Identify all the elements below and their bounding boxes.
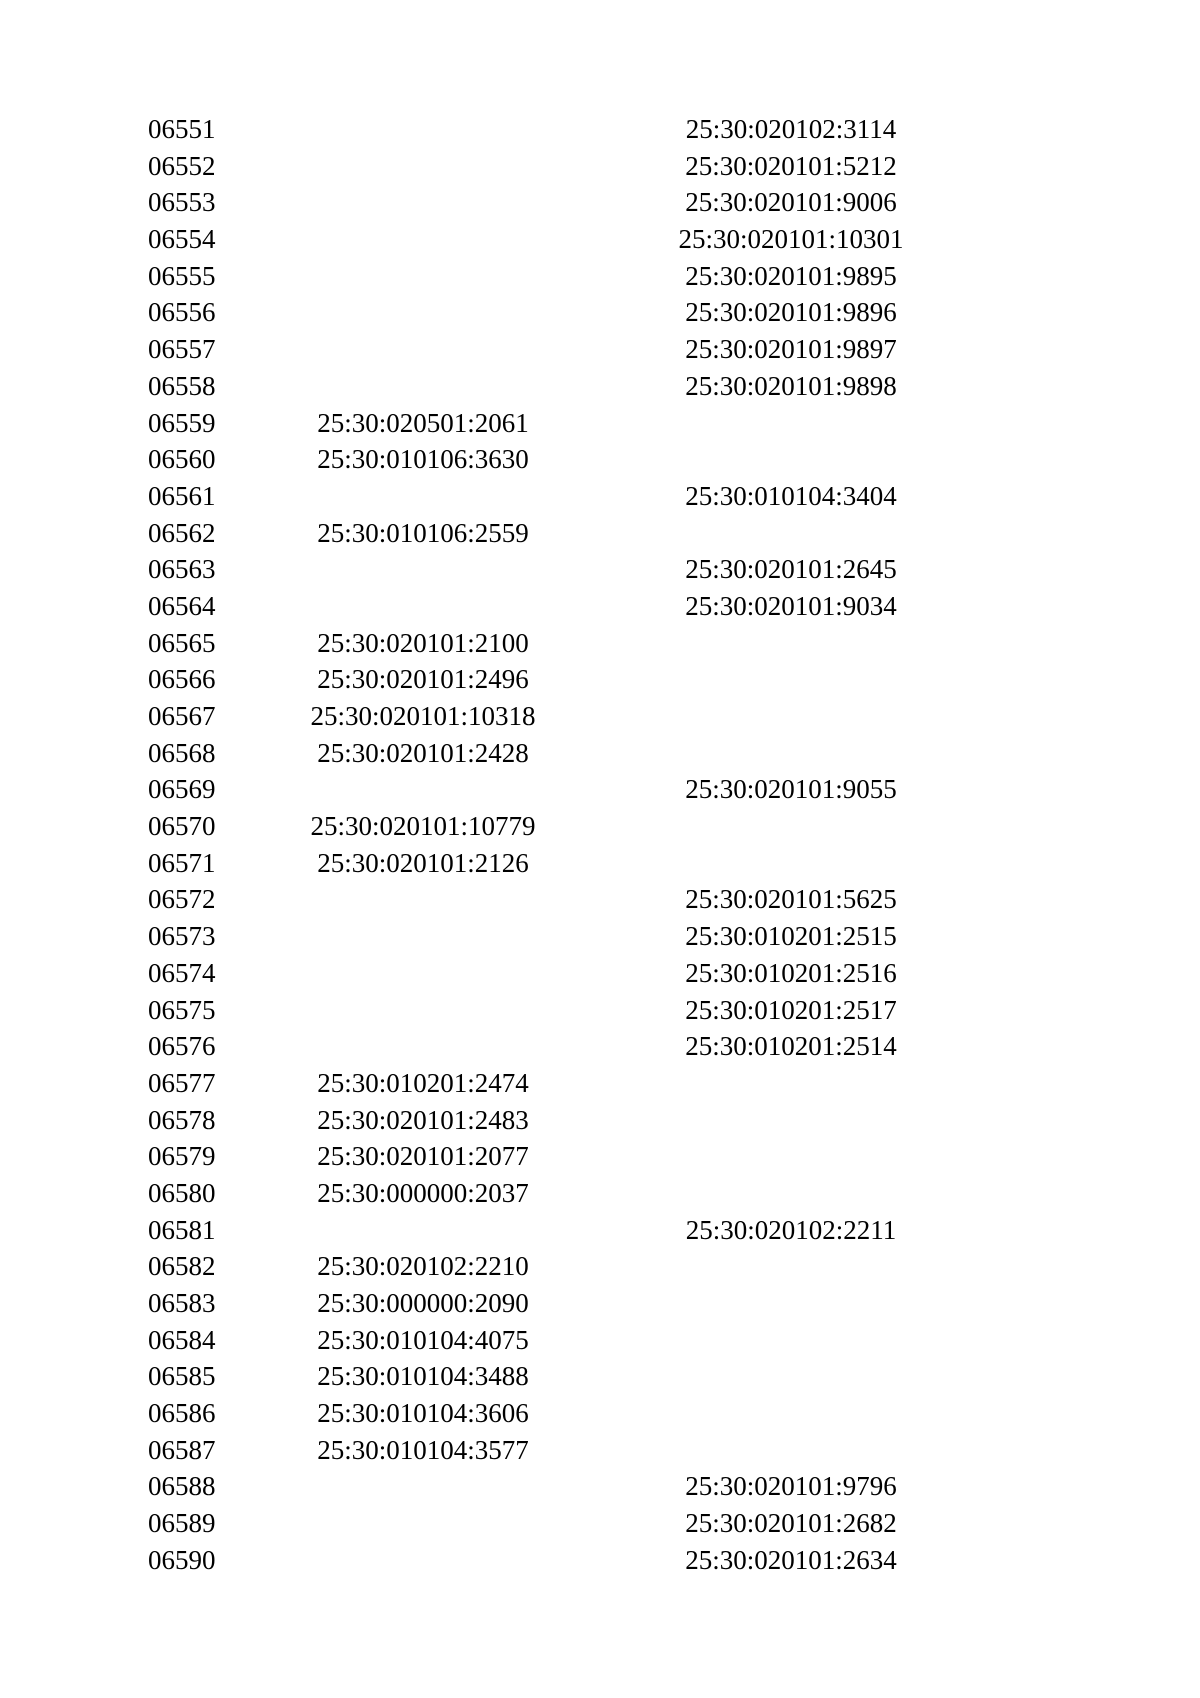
cadastral-number-first-column: 25:30:020101:2126 bbox=[317, 847, 529, 878]
column-spacer bbox=[538, 184, 676, 221]
cadastral-number-second-column bbox=[676, 1248, 906, 1285]
cadastral-number-second-column bbox=[676, 661, 906, 698]
table-row bbox=[148, 1322, 948, 1359]
cadastral-number-second-column bbox=[676, 1432, 906, 1469]
table-row bbox=[148, 1505, 948, 1542]
cadastral-number-second-column bbox=[676, 845, 906, 882]
table-row bbox=[148, 955, 948, 992]
table-row bbox=[148, 1175, 948, 1212]
cadastral-number-second-column bbox=[676, 515, 906, 552]
table-row bbox=[148, 405, 948, 442]
column-spacer bbox=[538, 1285, 676, 1322]
table-row bbox=[148, 551, 948, 588]
cadastral-number-second-column: 25:30:020101:5212 bbox=[685, 150, 897, 181]
row-number: 06560 bbox=[148, 444, 216, 475]
column-spacer bbox=[538, 661, 676, 698]
row-number: 06565 bbox=[148, 627, 216, 658]
column-spacer bbox=[538, 1102, 676, 1139]
row-number: 06557 bbox=[148, 334, 216, 365]
table-row bbox=[148, 368, 948, 405]
cadastral-number-first-column bbox=[308, 1505, 538, 1542]
column-spacer bbox=[538, 294, 676, 331]
row-number: 06576 bbox=[148, 1031, 216, 1062]
table-row bbox=[148, 1395, 948, 1432]
row-number: 06559 bbox=[148, 407, 216, 438]
column-spacer bbox=[538, 1138, 676, 1175]
cadastral-number-first-column bbox=[308, 184, 538, 221]
table-row bbox=[148, 221, 948, 258]
row-number: 06573 bbox=[148, 921, 216, 952]
column-spacer bbox=[538, 698, 676, 735]
cadastral-number-first-column bbox=[308, 588, 538, 625]
cadastral-number-first-column: 25:30:010104:3488 bbox=[317, 1361, 529, 1392]
cadastral-number-second-column: 25:30:010201:2515 bbox=[685, 921, 897, 952]
cadastral-number-first-column: 25:30:000000:2037 bbox=[317, 1177, 529, 1208]
row-number: 06568 bbox=[148, 737, 216, 768]
cadastral-number-first-column: 25:30:020101:10318 bbox=[310, 701, 536, 731]
row-number: 06558 bbox=[148, 370, 216, 401]
table-row bbox=[148, 1285, 948, 1322]
cadastral-number-first-column: 25:30:020101:2496 bbox=[317, 664, 529, 695]
cadastral-number-second-column: 25:30:020101:2645 bbox=[685, 554, 897, 585]
row-number: 06590 bbox=[148, 1544, 216, 1575]
column-spacer bbox=[538, 405, 676, 442]
column-spacer bbox=[538, 1542, 676, 1579]
cadastral-number-first-column bbox=[308, 331, 538, 368]
row-number: 06575 bbox=[148, 994, 216, 1025]
cadastral-number-first-column: 25:30:020102:2210 bbox=[317, 1251, 529, 1282]
row-number: 06588 bbox=[148, 1471, 216, 1502]
column-spacer bbox=[538, 1468, 676, 1505]
cadastral-number-first-column bbox=[308, 258, 538, 295]
table-row bbox=[148, 625, 948, 662]
cadastral-number-second-column bbox=[676, 1285, 906, 1322]
cadastral-number-first-column bbox=[308, 111, 538, 148]
cadastral-number-second-column: 25:30:020101:9896 bbox=[685, 297, 897, 328]
table-row bbox=[148, 258, 948, 295]
column-spacer bbox=[538, 221, 676, 258]
cadastral-number-first-column: 25:30:010104:4075 bbox=[317, 1324, 529, 1355]
table-row bbox=[148, 1065, 948, 1102]
table-row bbox=[148, 1248, 948, 1285]
row-number: 06586 bbox=[148, 1398, 216, 1429]
cadastral-number-second-column bbox=[676, 1065, 906, 1102]
table-row bbox=[148, 1138, 948, 1175]
cadastral-number-first-column bbox=[308, 478, 538, 515]
row-number: 06554 bbox=[148, 224, 216, 255]
cadastral-number-first-column bbox=[308, 918, 538, 955]
cadastral-number-table bbox=[148, 111, 948, 1579]
cadastral-number-second-column: 25:30:010201:2514 bbox=[685, 1031, 897, 1062]
column-spacer bbox=[538, 515, 676, 552]
table-row bbox=[148, 808, 948, 845]
column-spacer bbox=[538, 478, 676, 515]
cadastral-number-second-column: 25:30:020101:9055 bbox=[685, 774, 897, 805]
row-number: 06567 bbox=[148, 701, 216, 731]
cadastral-number-second-column: 25:30:010201:2517 bbox=[685, 994, 897, 1025]
column-spacer bbox=[538, 625, 676, 662]
cadastral-number-first-column bbox=[308, 221, 538, 258]
column-spacer bbox=[538, 1212, 676, 1249]
column-spacer bbox=[538, 918, 676, 955]
column-spacer bbox=[538, 258, 676, 295]
column-spacer bbox=[538, 1322, 676, 1359]
cadastral-number-first-column: 25:30:020101:2100 bbox=[317, 627, 529, 658]
cadastral-number-first-column bbox=[308, 551, 538, 588]
row-number: 06555 bbox=[148, 260, 216, 291]
row-number: 06578 bbox=[148, 1104, 216, 1135]
table-row bbox=[148, 1212, 948, 1249]
row-number: 06552 bbox=[148, 150, 216, 181]
row-number: 06564 bbox=[148, 590, 216, 621]
table-row bbox=[148, 1102, 948, 1139]
cadastral-number-second-column: 25:30:020101:10301 bbox=[678, 224, 904, 255]
table-row bbox=[148, 515, 948, 552]
column-spacer bbox=[538, 1028, 676, 1065]
cadastral-number-second-column bbox=[676, 735, 906, 772]
column-spacer bbox=[538, 1065, 676, 1102]
cadastral-number-second-column: 25:30:020101:9006 bbox=[685, 187, 897, 218]
cadastral-number-second-column bbox=[676, 1322, 906, 1359]
column-spacer bbox=[538, 441, 676, 478]
table-row bbox=[148, 478, 948, 515]
cadastral-number-first-column bbox=[308, 881, 538, 918]
table-row bbox=[148, 881, 948, 918]
row-number: 06553 bbox=[148, 187, 216, 218]
cadastral-number-second-column: 25:30:020102:3114 bbox=[685, 114, 897, 144]
table-row bbox=[148, 331, 948, 368]
column-spacer bbox=[538, 955, 676, 992]
table-row bbox=[148, 441, 948, 478]
cadastral-number-second-column: 25:30:020101:2634 bbox=[685, 1544, 897, 1575]
table-row bbox=[148, 1432, 948, 1469]
column-spacer bbox=[538, 1248, 676, 1285]
cadastral-number-second-column bbox=[676, 441, 906, 478]
cadastral-number-second-column: 25:30:020101:9796 bbox=[685, 1471, 897, 1502]
row-number: 06562 bbox=[148, 517, 216, 548]
row-number: 06585 bbox=[148, 1361, 216, 1392]
table-row bbox=[148, 735, 948, 772]
cadastral-number-second-column bbox=[676, 698, 906, 735]
row-number: 06551 bbox=[148, 114, 216, 144]
row-number: 06587 bbox=[148, 1434, 216, 1465]
table-row bbox=[148, 992, 948, 1029]
table-row bbox=[148, 1358, 948, 1395]
cadastral-number-first-column: 25:30:010104:3577 bbox=[317, 1434, 529, 1465]
row-number: 06574 bbox=[148, 957, 216, 988]
column-spacer bbox=[538, 808, 676, 845]
table-row bbox=[148, 918, 948, 955]
row-number: 06561 bbox=[148, 480, 216, 511]
column-spacer bbox=[538, 1358, 676, 1395]
table-row bbox=[148, 661, 948, 698]
row-number: 06579 bbox=[148, 1141, 216, 1172]
column-spacer bbox=[538, 588, 676, 625]
row-number: 06581 bbox=[148, 1214, 216, 1245]
cadastral-number-first-column: 25:30:000000:2090 bbox=[317, 1288, 529, 1318]
cadastral-number-second-column: 25:30:010104:3404 bbox=[685, 480, 897, 511]
cadastral-number-second-column bbox=[676, 405, 906, 442]
row-number: 06571 bbox=[148, 847, 216, 878]
cadastral-number-second-column: 25:30:020101:2682 bbox=[685, 1508, 897, 1539]
row-number: 06572 bbox=[148, 884, 216, 915]
cadastral-number-second-column bbox=[676, 1175, 906, 1212]
cadastral-number-second-column bbox=[676, 1102, 906, 1139]
cadastral-number-first-column bbox=[308, 294, 538, 331]
cadastral-number-first-column: 25:30:010201:2474 bbox=[317, 1067, 529, 1098]
table-row bbox=[148, 588, 948, 625]
row-number: 06580 bbox=[148, 1177, 216, 1208]
column-spacer bbox=[538, 1175, 676, 1212]
cadastral-number-first-column bbox=[308, 1028, 538, 1065]
table-row bbox=[148, 1028, 948, 1065]
cadastral-number-first-column bbox=[308, 771, 538, 808]
column-spacer bbox=[538, 881, 676, 918]
cadastral-number-second-column bbox=[676, 625, 906, 662]
row-number: 06577 bbox=[148, 1067, 216, 1098]
column-spacer bbox=[538, 551, 676, 588]
row-number: 06589 bbox=[148, 1508, 216, 1539]
cadastral-number-second-column bbox=[676, 1395, 906, 1432]
cadastral-number-second-column: 25:30:010201:2516 bbox=[685, 957, 897, 988]
row-number: 06556 bbox=[148, 297, 216, 328]
table-row bbox=[148, 1542, 948, 1579]
cadastral-number-second-column: 25:30:020101:5625 bbox=[685, 884, 897, 915]
column-spacer bbox=[538, 331, 676, 368]
cadastral-number-first-column bbox=[308, 992, 538, 1029]
column-spacer bbox=[538, 992, 676, 1029]
table-row bbox=[148, 148, 948, 185]
column-spacer bbox=[538, 368, 676, 405]
row-number: 06584 bbox=[148, 1324, 216, 1355]
table-row bbox=[148, 845, 948, 882]
cadastral-number-second-column: 25:30:020101:9898 bbox=[685, 370, 897, 401]
table-row bbox=[148, 294, 948, 331]
table-row bbox=[148, 698, 948, 735]
cadastral-number-first-column bbox=[308, 368, 538, 405]
row-number: 06563 bbox=[148, 554, 216, 585]
cadastral-number-first-column bbox=[308, 955, 538, 992]
table-row bbox=[148, 771, 948, 808]
cadastral-number-first-column: 25:30:020101:10779 bbox=[310, 811, 536, 842]
cadastral-number-second-column: 25:30:020102:2211 bbox=[685, 1214, 897, 1245]
cadastral-number-second-column: 25:30:020101:9034 bbox=[685, 590, 897, 621]
row-number: 06569 bbox=[148, 774, 216, 805]
row-number: 06566 bbox=[148, 664, 216, 695]
table-row bbox=[148, 111, 948, 148]
column-spacer bbox=[538, 148, 676, 185]
column-spacer bbox=[538, 1505, 676, 1542]
column-spacer bbox=[538, 735, 676, 772]
cadastral-number-second-column: 25:30:020101:9895 bbox=[685, 260, 897, 291]
row-number: 06582 bbox=[148, 1251, 216, 1282]
column-spacer bbox=[538, 845, 676, 882]
cadastral-number-first-column: 25:30:010106:2559 bbox=[317, 517, 529, 548]
cadastral-number-first-column bbox=[308, 1468, 538, 1505]
row-number: 06570 bbox=[148, 811, 216, 842]
cadastral-number-second-column: 25:30:020101:9897 bbox=[685, 334, 897, 365]
cadastral-number-second-column bbox=[676, 808, 906, 845]
cadastral-number-second-column bbox=[676, 1358, 906, 1395]
cadastral-number-first-column bbox=[308, 1212, 538, 1249]
cadastral-number-first-column: 25:30:010106:3630 bbox=[317, 444, 529, 475]
cadastral-number-first-column bbox=[308, 1542, 538, 1579]
table-row bbox=[148, 184, 948, 221]
cadastral-number-second-column bbox=[676, 1138, 906, 1175]
cadastral-number-first-column bbox=[308, 148, 538, 185]
column-spacer bbox=[538, 1432, 676, 1469]
cadastral-number-first-column: 25:30:020101:2483 bbox=[317, 1104, 529, 1135]
column-spacer bbox=[538, 1395, 676, 1432]
cadastral-number-first-column: 25:30:020101:2077 bbox=[317, 1141, 529, 1172]
cadastral-number-first-column: 25:30:020501:2061 bbox=[317, 407, 529, 438]
column-spacer bbox=[538, 771, 676, 808]
cadastral-number-first-column: 25:30:020101:2428 bbox=[317, 737, 529, 768]
column-spacer bbox=[538, 111, 676, 148]
row-number: 06583 bbox=[148, 1288, 216, 1318]
cadastral-number-first-column: 25:30:010104:3606 bbox=[317, 1398, 529, 1429]
table-row bbox=[148, 1468, 948, 1505]
